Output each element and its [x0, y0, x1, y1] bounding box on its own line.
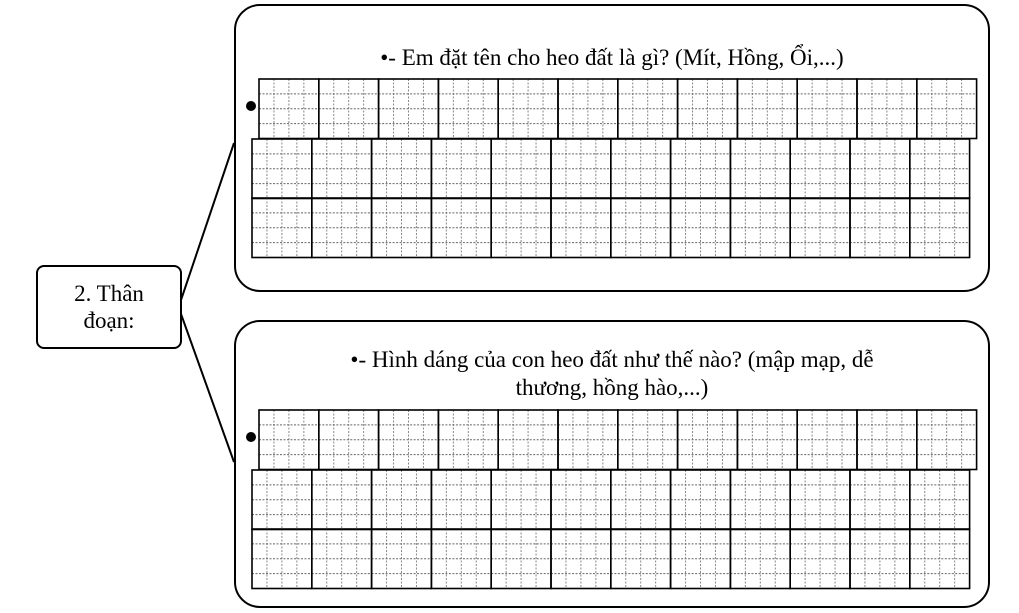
section-label-line2: đoạn:	[83, 308, 135, 333]
writing-grid-row[interactable]	[252, 198, 970, 258]
bullet-dot	[246, 101, 256, 111]
writing-grid-row[interactable]	[252, 139, 970, 199]
section-label-line1: 2. Thân	[74, 281, 144, 306]
prompt-text: •- Em đặt tên cho heo đất là gì? (Mít, Hồng, Ổi,...)	[380, 45, 844, 70]
prompt-text-line2: thương, hồng hào,...)	[515, 375, 709, 400]
bullet-dot	[246, 432, 256, 442]
writing-grid-row[interactable]	[259, 79, 977, 139]
writing-grid-row[interactable]	[252, 470, 970, 530]
section-label	[36, 265, 182, 349]
writing-grid-row[interactable]	[259, 410, 977, 470]
writing-grid-row[interactable]	[252, 529, 970, 589]
prompt-text-line1: •- Hình dáng của con heo đất như thế nào? (mập mạp, dễ	[350, 347, 874, 372]
